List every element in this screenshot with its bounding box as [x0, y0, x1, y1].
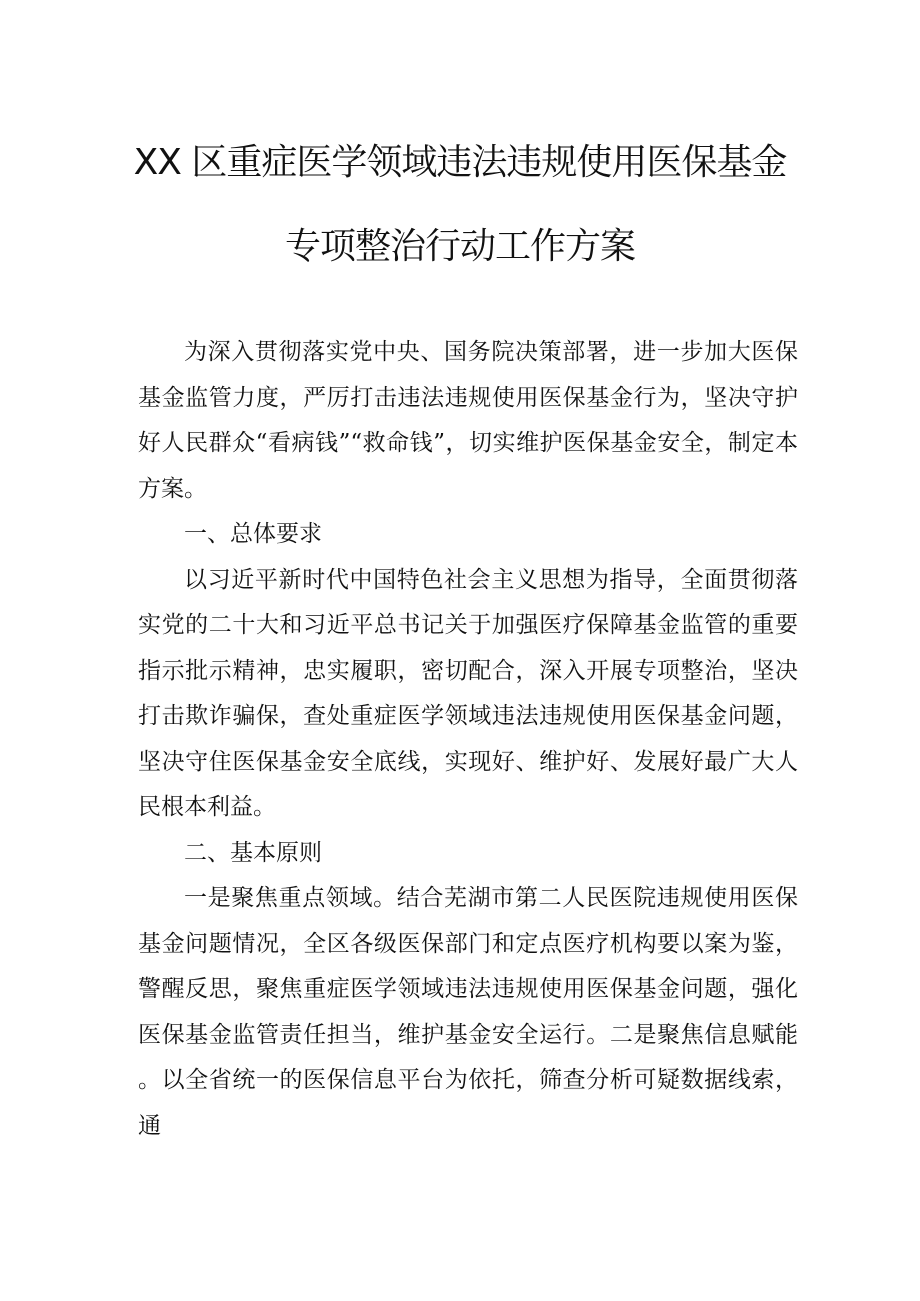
document-title-line-2: 专项整治行动工作方案: [284, 226, 635, 267]
document-title-line-1: XX 区重症医学领域违法违规使用医保基金: [133, 142, 787, 183]
basic-principles-paragraph: 一是聚焦重点领域。结合芜湖市第二人民医院违规使用医保基金问题情况，全区各级医保部门和定点医疗机构要以案为鉴，警醒反思，聚焦重症医学领域违法违规使用医保基金问题，强化医保基金监管责任担当，维护基金安全运行。二是聚焦信息赋能。以全省统一的医保信息平台为依托，筛查分析可疑数据线索，通: [138, 885, 798, 1139]
section-heading-basic-principles: 二、基本原则: [184, 839, 322, 866]
section-heading-general-requirements: 一、总体要求: [184, 521, 322, 547]
document-body: [138, 330, 798, 1149]
general-requirements-paragraph: 以习近平新时代中国特色社会主义思想为指导，全面贯彻落实党的二十大和习近平总书记关于加强医疗保障基金监管的重要指示批示精神，忠实履职，密切配合，深入开展专项整治，坚决打击欺诈骗保，查处重症医学领域违法违规使用医保基金问题，坚决守住医保基金安全底线，实现好、维护好、发展好最广大人民根本利益。: [138, 566, 798, 820]
intro-paragraph: 为深入贯彻落实党中央、国务院决策部署，进一步加大医保基金监管力度，严厉打击违法违规使用医保基金行为，坚决守护好人民群众“看病钱”“救命钱”，切实维护医保基金安全，制定本方案。: [138, 339, 798, 502]
